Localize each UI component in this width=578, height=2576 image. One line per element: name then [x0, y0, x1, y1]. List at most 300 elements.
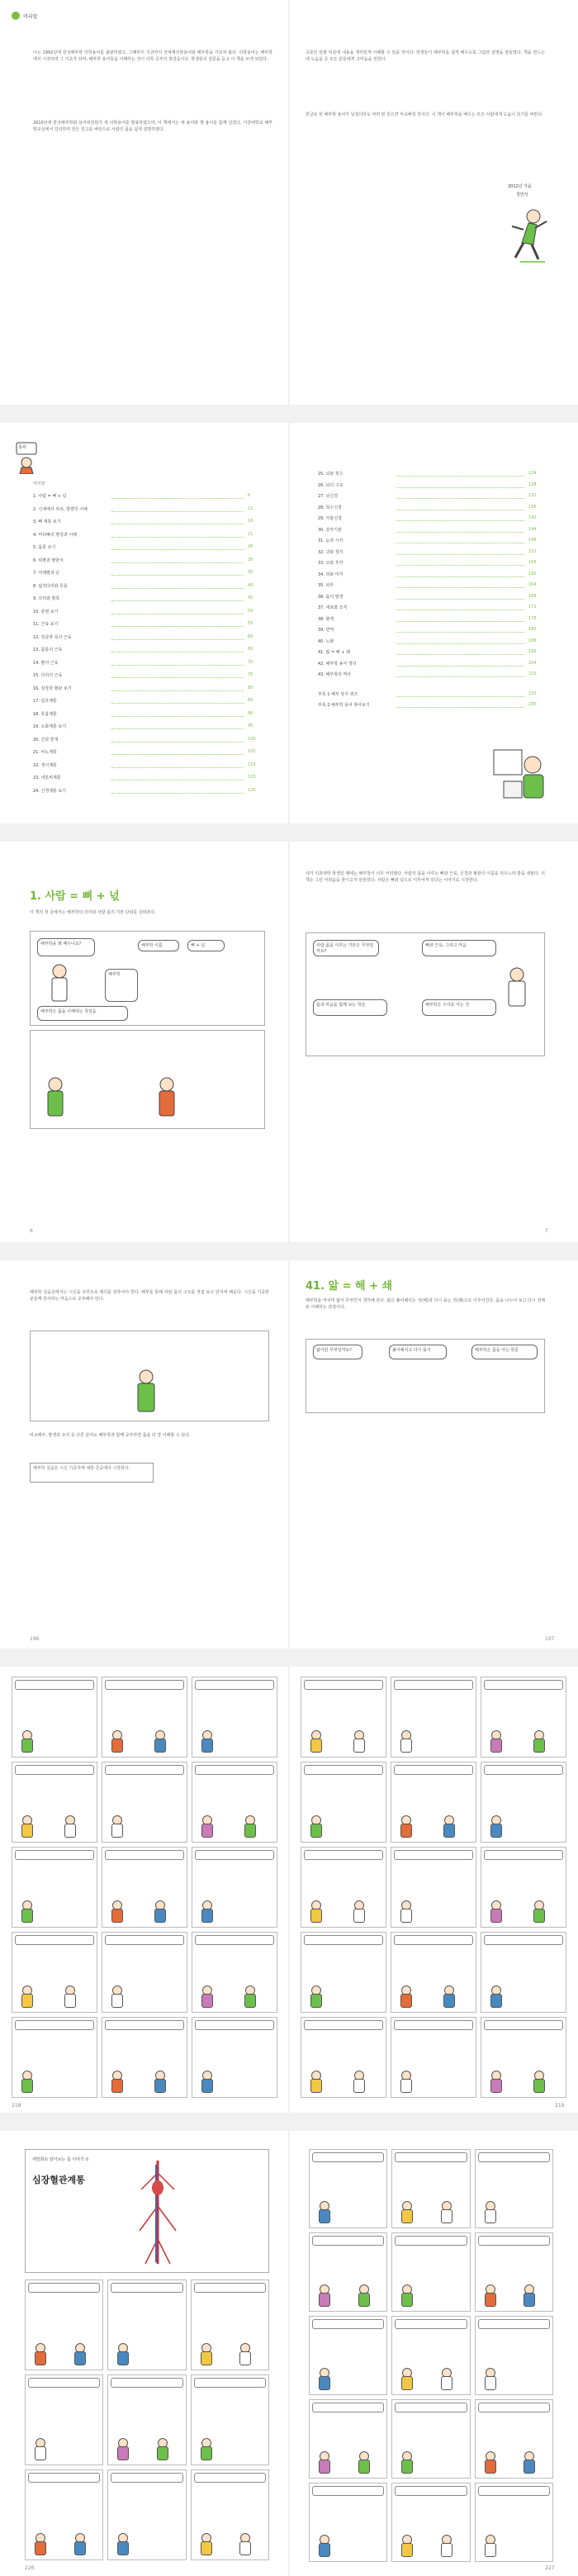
- toc-entry-label: 36. 몸의 발생: [318, 594, 343, 600]
- cartoon-figure: [533, 2071, 544, 2092]
- toc-entry-page: 100: [248, 736, 256, 742]
- toc-entry[interactable]: [318, 661, 541, 669]
- cartoon-figure: [34, 2533, 45, 2555]
- toc-entry[interactable]: [318, 538, 541, 546]
- toc-entry[interactable]: [33, 686, 260, 694]
- speech-bubble: [478, 2236, 550, 2246]
- speech-bubble: [304, 2020, 383, 2030]
- comic-panel: [191, 2469, 269, 2560]
- cartoon-figure: [353, 2071, 364, 2092]
- cartoon-figure: [116, 2438, 128, 2460]
- comic-panel: [391, 1932, 476, 2013]
- toc-leader: [396, 599, 524, 600]
- toc-leader: [396, 576, 524, 577]
- comic-panel: [475, 2316, 553, 2395]
- page-number: 226: [25, 2565, 35, 2571]
- page-number: 227: [545, 2565, 555, 2571]
- page-number: 219: [555, 2103, 565, 2109]
- toc-entry-label: 38. 혈액: [318, 616, 334, 622]
- cartoon-figure: [34, 2438, 45, 2460]
- comic-panel: [102, 1847, 187, 1928]
- page-number: 218: [12, 2103, 21, 2109]
- page-separator: [0, 1242, 578, 1260]
- toc-entry-label: 28. 척수신경: [318, 505, 342, 510]
- toc-entry-page: 30: [248, 557, 253, 562]
- toc-leader: [111, 665, 244, 666]
- cartoon-figure: [154, 1730, 165, 1752]
- toc-entry[interactable]: [33, 570, 260, 578]
- toc-entry[interactable]: [33, 749, 260, 757]
- cartoon-figure: [111, 2071, 122, 2092]
- speech-bubble: [395, 2152, 467, 2162]
- toc-entry-page: 186: [528, 638, 537, 643]
- toc-subtitle: 머리말: [33, 482, 45, 486]
- toc-entry-page: 132: [528, 493, 537, 498]
- speech-bubble: [478, 2486, 550, 2496]
- comic-panel: [107, 2374, 186, 2465]
- toc-entry-label: 43. 해부학의 역사: [318, 672, 352, 677]
- toc-leader: [111, 588, 244, 589]
- cartoon-figure: [484, 2451, 495, 2473]
- speech-bubble: [478, 2319, 550, 2329]
- toc-entry-label: 39. 면역: [318, 628, 334, 633]
- toc-leader: [396, 554, 524, 555]
- comic-panel: [301, 1677, 386, 1758]
- toc-leader: [396, 632, 524, 633]
- speech-bubble: [111, 2283, 182, 2293]
- toc-entry-label: 24. 신경계통 보기: [33, 788, 67, 794]
- toc-entry[interactable]: [33, 583, 260, 591]
- toc-entry-page: 50: [248, 608, 253, 614]
- student-figure: [43, 1076, 68, 1122]
- comic-panel: [481, 1932, 566, 2013]
- toc-leader: [111, 703, 244, 704]
- cartoon-figure: [310, 1815, 321, 1837]
- cartoon-figure: [156, 2438, 168, 2460]
- cartoon-figure: [358, 2284, 369, 2306]
- cartoon-figure: [490, 1730, 501, 1752]
- toc-entry[interactable]: [318, 671, 541, 680]
- toc-entry-page: 80: [248, 685, 253, 690]
- toc-entry-page: 75: [248, 672, 253, 677]
- toc-entry[interactable]: [33, 647, 260, 655]
- cartoon-figure: [318, 2451, 329, 2473]
- toc-entry[interactable]: [318, 627, 541, 635]
- speech-bubble: [484, 1765, 563, 1775]
- toc-entry[interactable]: [318, 471, 541, 479]
- toc-entry-page: 115: [248, 775, 256, 780]
- cartoon-figure: [400, 2451, 412, 2473]
- toc-leader: [396, 621, 524, 622]
- toc-entry-page: 26: [248, 544, 253, 549]
- toc-entry-label: 2. 신체에서 위치, 방향의 이해: [33, 506, 88, 512]
- toc-entry-label: 15. 다리의 근육: [33, 673, 63, 678]
- toc-entry[interactable]: [318, 549, 541, 557]
- cartoon-figure: [318, 2284, 329, 2306]
- cartoon-figure: [400, 2535, 412, 2556]
- cartoon-figure: [154, 1900, 165, 1922]
- cartoon-figure: [244, 1985, 255, 2007]
- comic-panel: [309, 2149, 387, 2228]
- comic-grid-right: [301, 1677, 566, 2098]
- toc-entry-label: 22. 생식계통: [33, 762, 57, 768]
- speech-bubble: [105, 1765, 184, 1775]
- spread-cardiovascular: [0, 2131, 578, 2576]
- cartoon-figure: [116, 2343, 128, 2365]
- toc-entry-page: 40: [248, 582, 253, 588]
- toc-leader: [396, 520, 524, 521]
- cartoon-figure: [239, 2533, 250, 2555]
- spread-chapter-41: [0, 1260, 578, 1649]
- toc-leader: [111, 639, 244, 640]
- cartoon-figure: [111, 1730, 122, 1752]
- speech-bubble: [484, 1935, 563, 1945]
- toc-entry-label: 4. 머리뼈의 명칭과 이해: [33, 532, 78, 538]
- preface-paragraph-4: 한글로 된 해부학 용어가 낯설더라도 여러 번 읽으면 익숙해질 것이다. 이 책이 해부학을 배우는 모든 사람에게 도움이 되기를 바란다.: [306, 112, 543, 117]
- toc-entry[interactable]: [33, 711, 260, 719]
- preface-author: 정만석: [516, 192, 528, 197]
- toc-entry-label: 16. 심장과 혈관 보기: [33, 686, 72, 691]
- toc-entry-label: 19. 소화계통 보기: [33, 724, 67, 729]
- toc-entry[interactable]: [33, 544, 260, 553]
- cartoon-figure: [200, 2533, 211, 2555]
- speech-bubble: [28, 2473, 100, 2483]
- toc-entry[interactable]: [33, 609, 260, 617]
- toc-leader: [396, 532, 524, 533]
- toc-entry-page: 16: [248, 519, 253, 524]
- cartoon-figure: [64, 1985, 75, 2007]
- toc-entry[interactable]: [318, 572, 541, 580]
- cartoon-figure: [154, 2071, 165, 2092]
- toc-entry-label: 6. 위팔과 팔꿈치: [33, 557, 64, 563]
- page-number: 197: [545, 1636, 555, 1642]
- gutter: [288, 423, 290, 823]
- cartoon-figure: [490, 2071, 501, 2092]
- page-separator: [0, 2113, 578, 2131]
- toc-leader: [396, 696, 524, 697]
- toc-entry[interactable]: [318, 505, 541, 513]
- toc-leader: [396, 643, 524, 644]
- speech-bubble: [312, 2486, 384, 2496]
- comic-panel: [12, 1847, 97, 1928]
- cartoon-figure: [533, 1730, 544, 1752]
- cartoon-figure: [400, 2368, 412, 2389]
- toc-entry-page: 148: [528, 538, 537, 543]
- speech-bubble: [194, 2283, 266, 2293]
- cartoon-figure: [201, 1815, 212, 1837]
- cartoon-figure: [490, 1985, 501, 2007]
- teacher-figure: [500, 966, 533, 1012]
- toc-entry-page: 204: [528, 660, 537, 666]
- toc-entry[interactable]: [318, 594, 541, 602]
- toc-entry-page: 210: [528, 671, 537, 676]
- toc-entry[interactable]: [33, 788, 260, 796]
- comic-panel: [481, 1847, 566, 1928]
- vascular-illustration: [133, 2156, 182, 2268]
- toc-entry[interactable]: [33, 737, 260, 745]
- toc-entry[interactable]: [318, 702, 541, 710]
- comic-panel: [391, 1762, 476, 1843]
- speech-bubble: [15, 2020, 94, 2030]
- toc-entry[interactable]: [33, 698, 260, 706]
- toc-entry[interactable]: [33, 493, 260, 501]
- comic-panel: [102, 1932, 187, 2013]
- comic-panel: [192, 2017, 277, 2098]
- comic-panel: [391, 2316, 470, 2395]
- speech-bubble: [394, 1680, 473, 1690]
- comic-panel: [309, 2399, 387, 2479]
- speech-bubble: [111, 2378, 182, 2388]
- cartoon-figure: [310, 1900, 321, 1922]
- cartoon-figure: [400, 2284, 412, 2306]
- toc-entry[interactable]: [318, 560, 541, 568]
- teacher-figure: [47, 963, 72, 1004]
- toc-leader: [396, 587, 524, 588]
- toc-entry[interactable]: [318, 691, 541, 700]
- toc-entry[interactable]: [33, 621, 260, 629]
- cartoon-figure: [484, 2368, 495, 2389]
- chapter-1-title: 1. 사람 = 뼈 + 넋: [30, 890, 120, 903]
- comic-panel: [25, 2279, 103, 2370]
- speech-bubble: 몸과 마음을 함께 보는 학문: [313, 999, 387, 1016]
- toc-leader: [111, 767, 244, 768]
- toc-entry-page: 176: [528, 615, 537, 621]
- toc-entry-label: 14. 팔의 근육: [33, 660, 59, 666]
- comic-panel: [12, 1762, 97, 1843]
- comic-panel: [306, 932, 545, 1056]
- cartoon-figure: [21, 2071, 32, 2092]
- comic-panel: [102, 1677, 187, 1758]
- student-figure: [154, 1076, 179, 1122]
- speech-bubble: 사람 몸을 이루는 기본은 무엇일까요?: [313, 940, 379, 956]
- gutter: [288, 1667, 290, 2113]
- speech-bubble: 해부학 이름: [138, 940, 179, 951]
- toc-entry-page: 156: [528, 560, 537, 565]
- speech-bubble: [194, 2473, 266, 2483]
- cartoon-figure: [318, 2368, 329, 2389]
- page-separator: [0, 823, 578, 842]
- comic-panel: [481, 1677, 566, 1758]
- cardio-grid-right: [309, 2149, 553, 2562]
- comic-panel: [107, 2279, 186, 2370]
- comic-panel: [12, 1677, 97, 1758]
- comic-panel: [12, 2017, 97, 2098]
- cartoon-figure: [490, 1900, 501, 1922]
- toc-leader: [111, 537, 244, 538]
- toc-entry[interactable]: [318, 605, 541, 613]
- comic-panel: [309, 2316, 387, 2395]
- comic-panel: [475, 2399, 553, 2479]
- speech-bubble: [478, 2403, 550, 2412]
- toc-entry[interactable]: [33, 634, 260, 643]
- running-man-illustration: [504, 206, 553, 264]
- toc-entry-page: 164: [528, 582, 537, 587]
- chapter-41-title: 41. 앎 = 해 + 쇄: [306, 1280, 393, 1293]
- toc-entry-page: 60: [248, 633, 253, 639]
- cartoon-figure: [440, 2535, 452, 2556]
- toc-entry[interactable]: [318, 493, 541, 501]
- toc-leader: [111, 793, 244, 794]
- cartoon-figure: [400, 1730, 411, 1752]
- cartoon-figure: [201, 1900, 212, 1922]
- toc-leader: [396, 498, 524, 499]
- toc-entry[interactable]: [318, 515, 541, 524]
- cartoon-figure: [533, 1900, 544, 1922]
- preface-paragraph-3: 공들인 만화 덕분에 내용을 재미있게 이해할 수 있을 것이다. 학생들이 해부학을 쉽게 배우도록 그림과 설명을 곁들였다. 책을 만드는 데 도움을 준 모든 분들에게 고마움을 전한다.: [306, 50, 545, 62]
- cartoon-figure: [484, 2535, 495, 2556]
- cartoon-figure: [200, 2438, 211, 2460]
- cartoon-figure: [111, 1815, 122, 1837]
- speech-bubble: [304, 1680, 383, 1690]
- speech-bubble: [105, 1935, 184, 1945]
- comic-panel: [102, 1762, 187, 1843]
- toc-entry-label: 12. 얼굴과 목의 근육: [33, 634, 72, 640]
- toc-entry-page: 140: [528, 515, 537, 520]
- toc-entry-page: 136: [528, 504, 537, 510]
- toc-leader: [111, 754, 244, 755]
- speech-bubble: [484, 1850, 563, 1860]
- cartoon-figure: [310, 1985, 321, 2007]
- toc-leader: [396, 487, 524, 488]
- comic-panel: [391, 2017, 476, 2098]
- toc-leader: [396, 676, 524, 677]
- comic-panel: [475, 2149, 553, 2228]
- toc-entry-page: 172: [528, 605, 537, 610]
- note-box: 해부학 실습은 시신 기증자에 대한 존중에서 시작한다.: [30, 1463, 154, 1483]
- speech-bubble: 앎이란 무엇일까요?: [313, 1345, 362, 1359]
- speech-bubble: [484, 2020, 563, 2030]
- speech-bubble: 해부학은 우리를 아는 것: [422, 999, 496, 1016]
- quote-paragraph: 비교해부, 발생과 조직 등 다른 분야도 해부학과 함께 공부하면 몸을 더 잘 이해할 수 있다.: [30, 1433, 191, 1438]
- speech-bubble: 해부학을 왜 배우나요?: [37, 938, 95, 956]
- toc-leader: [111, 549, 244, 550]
- speech-bubble: [194, 2378, 266, 2388]
- toc-entry[interactable]: [33, 506, 260, 515]
- speech-bubble: [312, 2319, 384, 2329]
- leaf-icon: [12, 12, 20, 20]
- toc-entry[interactable]: [318, 527, 541, 535]
- toc-entry-page: 21: [248, 531, 253, 537]
- spread-toc: [0, 423, 578, 823]
- toc-entry[interactable]: [318, 582, 541, 591]
- comic-grid-left: [12, 1677, 277, 2098]
- speech-bubble: [395, 2236, 467, 2246]
- speech-bubble: [28, 2283, 100, 2293]
- page-separator: [0, 405, 578, 423]
- toc-entry-label: 37. 세포와 조직: [318, 605, 348, 610]
- comic-panel: [12, 1932, 97, 2013]
- toc-appendix: [318, 691, 541, 716]
- practice-paragraph: 해부학 실습실에서는 시신을 다루므로 예의를 갖추어야 한다. 해부를 통해 사람 몸의 구조를 직접 보고 만지며 배운다. 시신을 기증한 분들께 감사하는 마음으로 공부해야 한다.: [30, 1290, 269, 1302]
- toc-entry-label: 부록 2 해부학 용어 찾아보기: [318, 703, 370, 708]
- speech-bubble: [394, 2020, 473, 2030]
- toc-entry[interactable]: [33, 672, 260, 681]
- toc-leader: [111, 677, 244, 678]
- comic-panel: [301, 1762, 386, 1843]
- toc-leader: [111, 716, 244, 717]
- toc-entry-label: 35. 피부: [318, 583, 334, 588]
- comic-panel: [30, 1331, 269, 1421]
- cartoon-figure: [310, 1730, 321, 1752]
- comic-panel: [481, 1762, 566, 1843]
- toc-entry-label: 1. 사람 = 뼈 + 넋: [33, 494, 67, 499]
- comic-panel: [306, 1339, 545, 1413]
- speech-bubble: [304, 1935, 383, 1945]
- speech-bubble: [394, 1850, 473, 1860]
- preface-header: 머리말: [23, 14, 38, 20]
- toc-entry[interactable]: [318, 482, 541, 491]
- cartoon-figure: [73, 2533, 85, 2555]
- cartoon-figure: [400, 1985, 411, 2007]
- cartoon-figure: [440, 2368, 452, 2389]
- comic-panel: [309, 2232, 387, 2312]
- comic-panel: [192, 1847, 277, 1928]
- toc-entry[interactable]: [318, 649, 541, 657]
- toc-leader: [396, 654, 524, 655]
- toc-entry[interactable]: [33, 660, 260, 668]
- toc-leader: [111, 575, 244, 576]
- toc-entry[interactable]: [33, 532, 260, 540]
- cartoon-figure: [239, 2343, 250, 2365]
- speech-bubble: [195, 1765, 274, 1775]
- speech-bubble: [312, 2152, 384, 2162]
- toc-entry[interactable]: [318, 616, 541, 624]
- gutter: [288, 0, 290, 405]
- speech-bubble: 해부학은 몸을 아는 학문: [471, 1345, 538, 1359]
- cartoon-figure: [21, 1815, 32, 1837]
- toc-entry-page: 45: [248, 595, 253, 600]
- toc-entry-label: 17. 림프계통: [33, 699, 57, 704]
- spread-preface: [0, 0, 578, 405]
- toc-entry[interactable]: [33, 519, 260, 527]
- cartoon-figure: [523, 2284, 534, 2306]
- toc-entry[interactable]: [33, 557, 260, 566]
- speech-bubble: [395, 2319, 467, 2329]
- toc-entry-label: 41. 앎 = 해 + 쇄: [318, 650, 350, 655]
- toc-left-column: [33, 493, 260, 807]
- cartoon-figure: [200, 2343, 211, 2365]
- toc-entry-label: 18. 호흡계통: [33, 711, 57, 717]
- toc-entry-page: 144: [528, 526, 537, 532]
- comic-panel: [391, 2232, 470, 2312]
- toc-entry[interactable]: [33, 762, 260, 771]
- speech-bubble: [394, 1935, 473, 1945]
- cartoon-figure: [116, 2533, 128, 2555]
- toc-entry[interactable]: [33, 595, 260, 604]
- speech-bubble: 뼈와 근육, 그리고 마음: [422, 940, 496, 956]
- toc-entry-label: 25. 뇌와 척수: [318, 472, 343, 477]
- gutter: [288, 2131, 290, 2576]
- comic-panel: [391, 1677, 476, 1758]
- toc-entry-page: 90: [248, 710, 253, 716]
- speech-bubble: [312, 2403, 384, 2412]
- toc-entry-label: 27. 뇌신경: [318, 494, 339, 499]
- comic-panel: [301, 1847, 386, 1928]
- cartoon-figure: [111, 1985, 122, 2007]
- toc-entry-page: 70: [248, 659, 253, 665]
- cartoon-figure: [201, 2071, 212, 2092]
- toc-entry[interactable]: [318, 638, 541, 647]
- cartoon-figure: [318, 2201, 329, 2223]
- toc-entry[interactable]: [33, 775, 260, 783]
- page-separator: [0, 1649, 578, 1667]
- chapter-1-lead: 이 책의 첫 글에서는 해부학의 의미와 사람 몸의 기본 단위를 살펴본다.: [30, 910, 156, 915]
- speech-bubble: 해부학은 몸을 이해하는 첫걸음: [37, 1006, 128, 1021]
- cartoon-figure: [440, 2201, 452, 2223]
- toc-leader: [111, 626, 244, 627]
- speech-bubble: [15, 1680, 94, 1690]
- toc-entry[interactable]: [33, 723, 260, 732]
